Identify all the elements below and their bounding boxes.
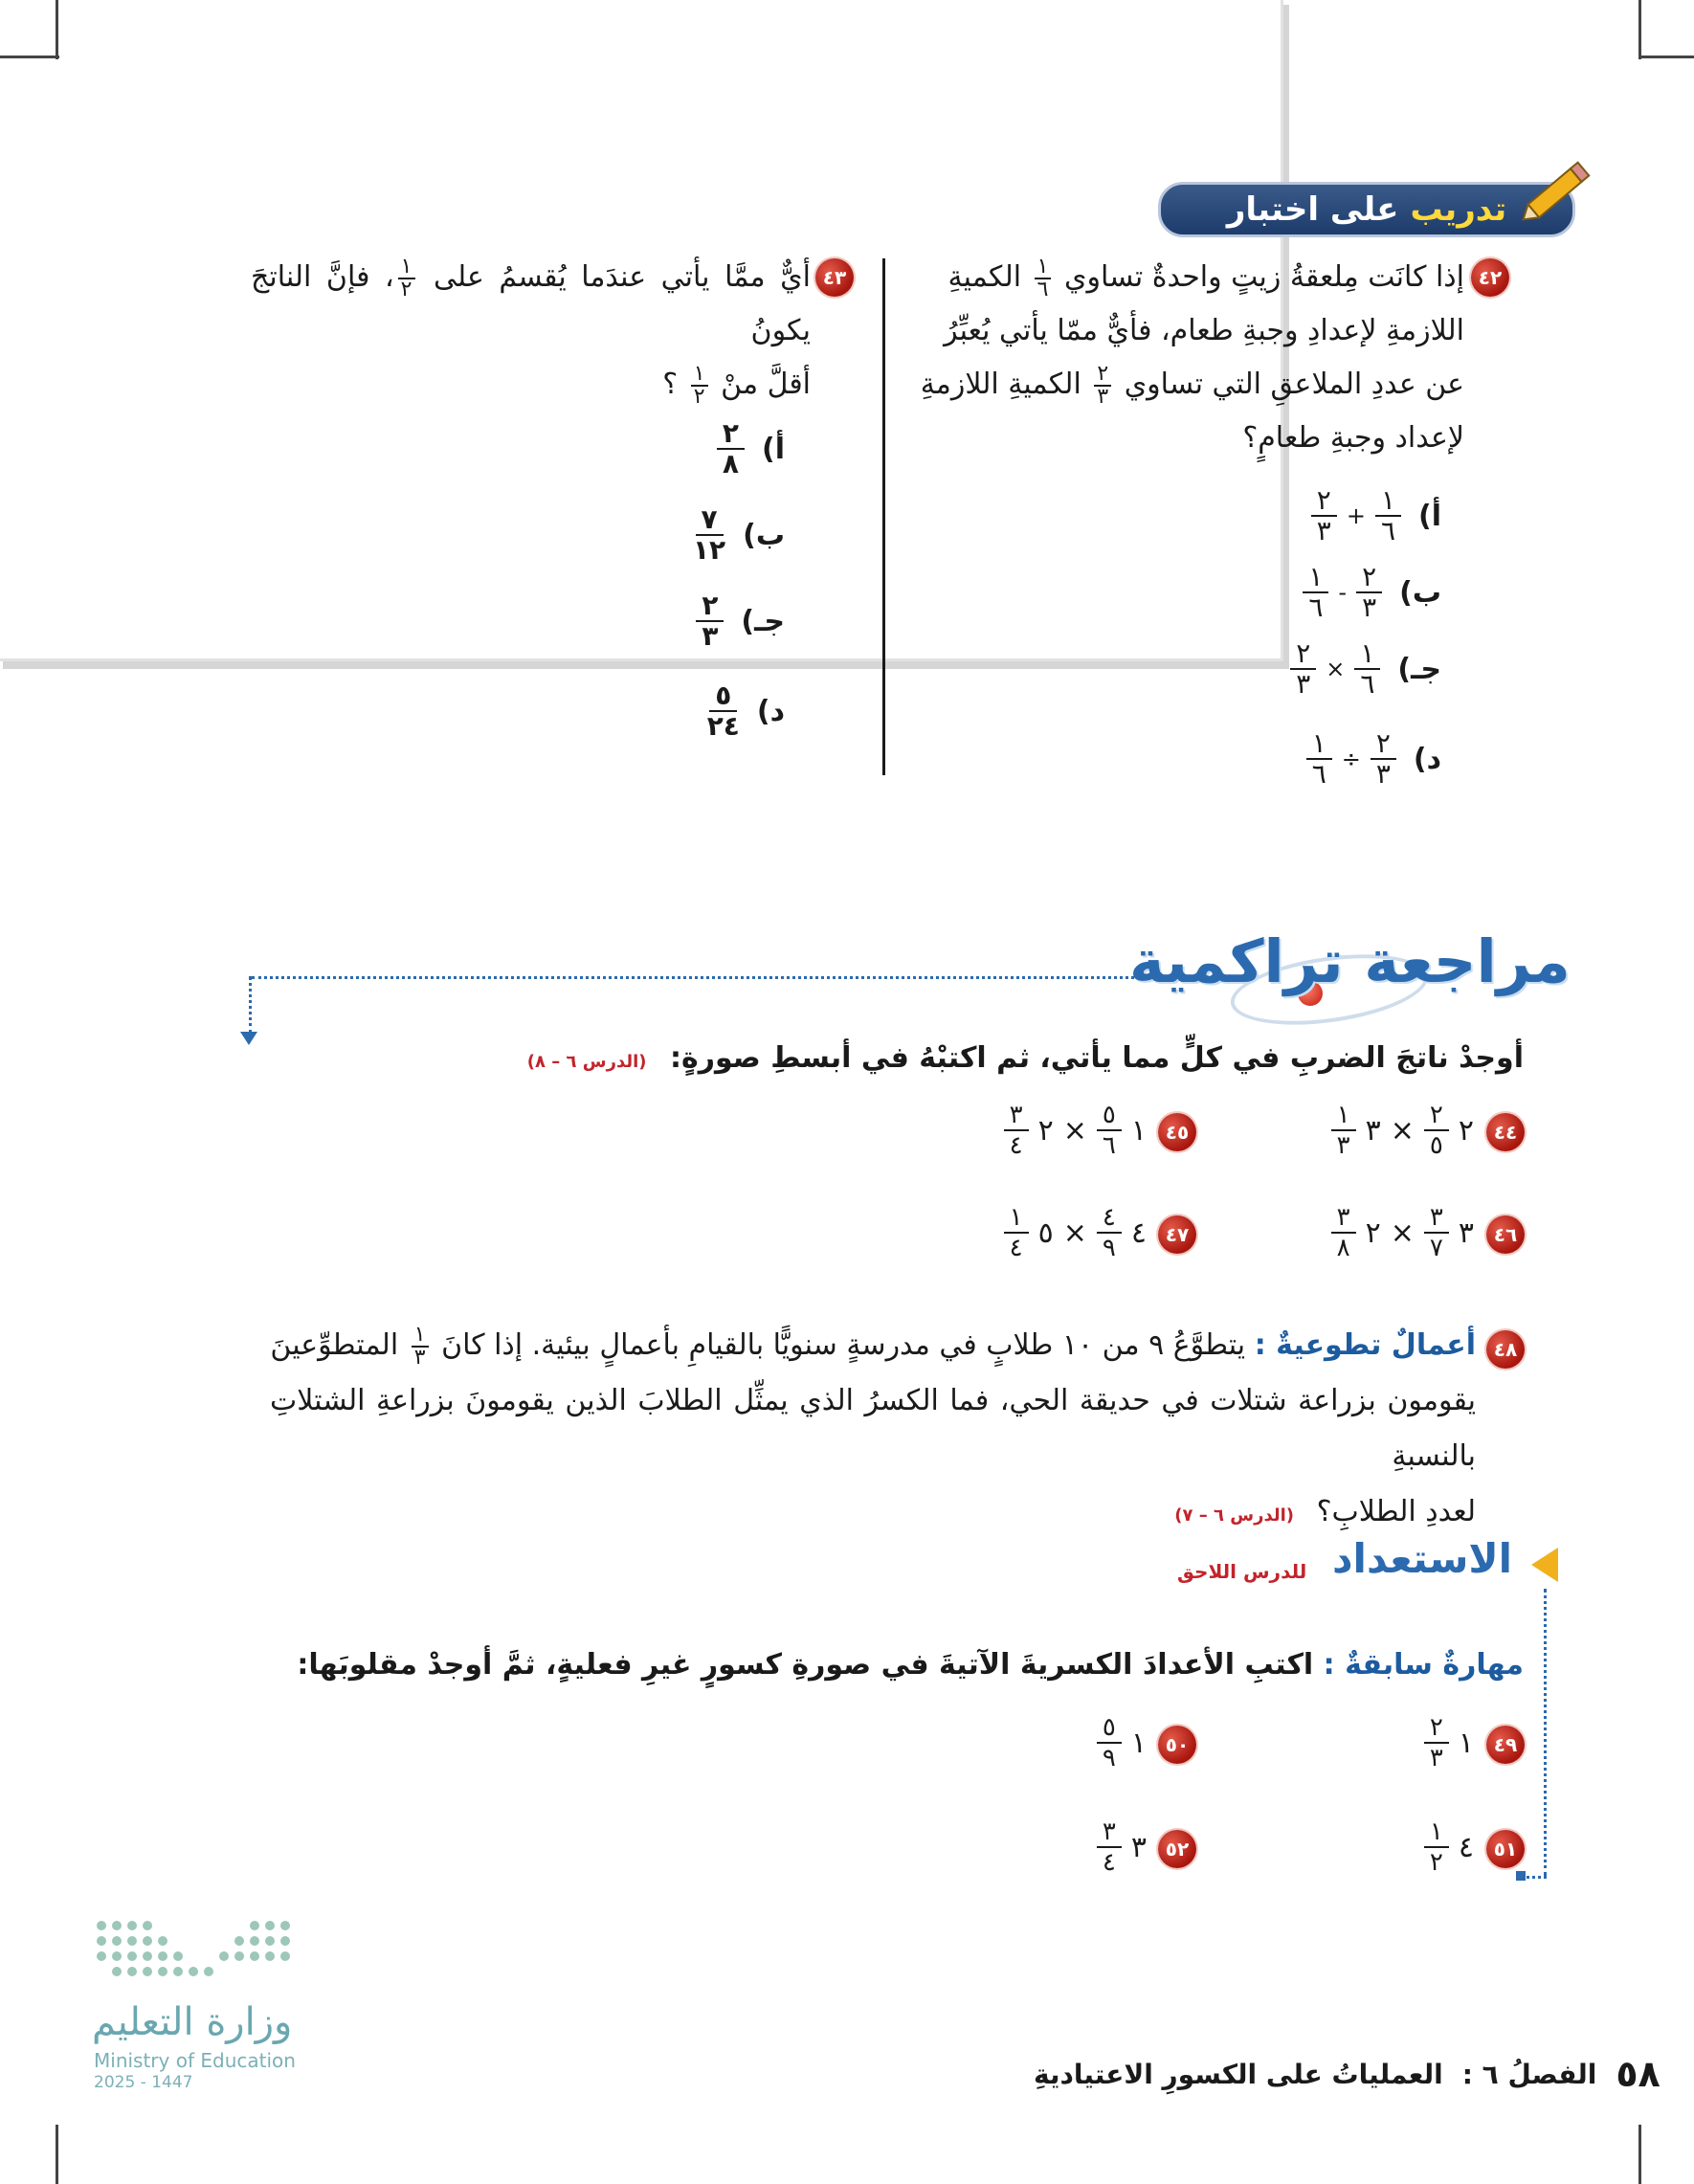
page-number: ٥٨ [1616, 2053, 1661, 2095]
column-divider [882, 258, 885, 775]
skill-label: مهارةٌ سابقةٌ : [1323, 1648, 1524, 1682]
question-number-badge: ٥٢ [1158, 1830, 1196, 1868]
option-label: د) [1413, 742, 1441, 776]
mixed-product-problem: ٤ $\frac{٤}{٩}$ × ٥ $\frac{١}{٤}$ [1004, 1203, 1147, 1262]
q42-line1b: الكميةِ [947, 260, 1022, 294]
q43-option[interactable]: أ) $\frac{٢}{٨}$ [717, 419, 785, 479]
question-number-badge: ٥٠ [1158, 1726, 1196, 1764]
fraction: ١ ٢ [691, 364, 708, 408]
q42-line2: اللازمةِ لإعدادِ وجبةِ طعام، فأيٌّ ممّا يأتي يُعبِّرُ [944, 314, 1464, 347]
chapter-title: العملياتُ على الكسورِ الاعتياديةِ [1034, 2058, 1443, 2090]
fraction: ٢ ٣ [1094, 364, 1111, 408]
option-label: أ) [1418, 499, 1441, 533]
question-number-badge: ٤٩ [1486, 1726, 1525, 1764]
readiness-title: الاستعداد [1332, 1535, 1513, 1582]
option-label: جـ) [1397, 652, 1441, 686]
crop-mark [1638, 56, 1694, 58]
question-number-badge: ٤٣ [815, 258, 854, 297]
q42-line1a: إذا كانَت مِلعقةُ زيتٍ واحدةٌ تساوي [1063, 260, 1464, 294]
mixed-number-problem: ١ $\frac{٥}{٩}$ [1097, 1713, 1147, 1772]
review-instruction [527, 1041, 1524, 1075]
question-number-badge: ٤٨ [1486, 1330, 1525, 1369]
review-dotted-line [252, 976, 1140, 979]
crop-mark [56, 2125, 58, 2184]
question-48-text [270, 1318, 1476, 1544]
q43-line1a: أيٌّ ممَّا يأتي عندَما يُقسمُ على [434, 260, 811, 294]
option-label: ب) [1399, 575, 1441, 610]
q48-line2: يقومون بزراعة شتلات في حديقة الحي، فما الكسرُ الذي يمثِّل الطلابَ الذين يقومونَ بزراعةِ الشتلاتِ بالنسبةِ [270, 1384, 1476, 1473]
mixed-product-problem: ١ $\frac{٥}{٦}$ × ٢ $\frac{٣}{٤}$ [1004, 1101, 1147, 1160]
q42-line3b: الكميةِ اللازمةِ [920, 368, 1081, 401]
fraction: ١ ٦ [1035, 256, 1052, 301]
crop-mark [56, 0, 58, 59]
q48-line1b: المتطوِّعينَ [270, 1328, 399, 1362]
mixed-number-problem: ١ $\frac{٢}{٣}$ [1424, 1713, 1474, 1772]
crop-mark [0, 56, 59, 58]
question-number-badge: ٤٢ [1471, 258, 1509, 297]
question-number-badge: ٤٤ [1486, 1113, 1525, 1151]
fraction: ١ ٢ [398, 256, 415, 301]
q42-option[interactable]: د) $\frac{٢}{٣}$ ÷ $\frac{١}{٦}$ [1306, 729, 1441, 789]
mixed-product-problem: ٢ $\frac{٢}{٥}$ × ٣ $\frac{١}{٣}$ [1331, 1101, 1474, 1160]
question-43-text [251, 251, 811, 412]
option-label: د) [756, 694, 785, 728]
readiness-dotted-line [1544, 1589, 1547, 1876]
crop-mark [1638, 0, 1641, 59]
chapter-label: الفصلُ ٦ : [1461, 2058, 1597, 2090]
ministry-year: 2025 - 1447 [94, 2073, 193, 2092]
lesson-ref: (الدرس ٦ – ٧) [1174, 1505, 1295, 1526]
question-number-badge: ٤٧ [1158, 1215, 1196, 1254]
banner-text: على اختبار [1226, 190, 1399, 229]
ministry-name-en: Ministry of Education [94, 2049, 296, 2072]
q48-line3: لعددِ الطلابِ؟ [1316, 1495, 1476, 1528]
readiness-subtitle: للدرس اللاحق [1177, 1560, 1307, 1583]
mixed-number-problem: ٣ $\frac{٣}{٤}$ [1097, 1817, 1147, 1877]
ministry-name-ar: وزارة التعليم [92, 2000, 293, 2044]
q43-option[interactable]: جـ) $\frac{٢}{٣}$ [696, 591, 785, 651]
triangle-marker-icon [1531, 1548, 1558, 1582]
fraction: ١ ٣ [412, 1325, 429, 1369]
question-42-text [904, 251, 1464, 465]
q42-line3a: عن عددِ الملاعقِ التي تساوي [1124, 368, 1464, 401]
arrow-down-icon [240, 1032, 257, 1045]
ministry-logo-icon [92, 1916, 312, 1993]
q43-option[interactable]: ب) $\frac{٧}{١٢}$ [692, 503, 785, 566]
readiness-end-marker [1516, 1871, 1526, 1881]
question-number-badge: ٥١ [1486, 1830, 1525, 1868]
q42-option[interactable]: ب) $\frac{٢}{٣}$ - $\frac{١}{٦}$ [1303, 563, 1441, 622]
question-number-badge: ٤٦ [1486, 1215, 1525, 1254]
q43-line1b: ، فإنَّ الناتجَ يكونُ [251, 260, 811, 347]
option-label: ب) [743, 518, 785, 552]
mixed-number-problem: ٤ $\frac{١}{٢}$ [1424, 1817, 1474, 1877]
option-label: جـ) [741, 604, 785, 638]
q42-line4: لإعداد وجبةِ طعامٍ؟ [1242, 421, 1464, 455]
q42-option[interactable]: جـ) $\frac{١}{٦}$ × $\frac{٢}{٣}$ [1290, 639, 1441, 699]
mixed-product-problem: ٣ $\frac{٣}{٧}$ × ٢ $\frac{٣}{٨}$ [1331, 1203, 1474, 1262]
q48-title: أعمالٌ تطوعيةٌ : [1254, 1328, 1476, 1362]
lesson-ref: (الدرس ٦ – ٨) [526, 1052, 647, 1072]
page-footer [1034, 2053, 1661, 2095]
review-title: مراجعة تراكمية [1129, 926, 1571, 996]
pencil-icon [1510, 151, 1596, 237]
instruction-text: اكتبِ الأعدادَ الكسريةَ الآتيةَ في صورةِ كسورٍ غيرِ فعليةٍ، ثمَّ أوجدْ مقلوبَها: [297, 1648, 1314, 1682]
q43-option[interactable]: د) $\frac{٥}{٢٤}$ [706, 680, 785, 742]
banner-highlight: تدريب [1410, 190, 1507, 229]
q43-line2b: ؟ [662, 368, 679, 401]
question-number-badge: ٤٥ [1158, 1113, 1196, 1151]
crop-mark [1638, 2125, 1641, 2184]
readiness-instruction [297, 1648, 1524, 1682]
q42-option[interactable]: أ) $\frac{١}{٦}$ + $\frac{٢}{٣}$ [1311, 486, 1441, 546]
q43-line2a: أقلَّ منْ [721, 368, 811, 401]
instruction-text: أوجدْ ناتجَ الضربِ في كلٍّ مما يأتي، ثم اكتبْهُ في أبسطِ صورةٍ: [670, 1041, 1524, 1075]
review-dotted-drop [249, 976, 252, 1034]
option-label: أ) [762, 432, 785, 466]
q48-line1a: يتطوَّعُ ٩ من ١٠ طلابٍ في مدرسةٍ سنويًّا بالقيامِ بأعمالٍ بيئية. إذا كانَ [441, 1328, 1246, 1362]
